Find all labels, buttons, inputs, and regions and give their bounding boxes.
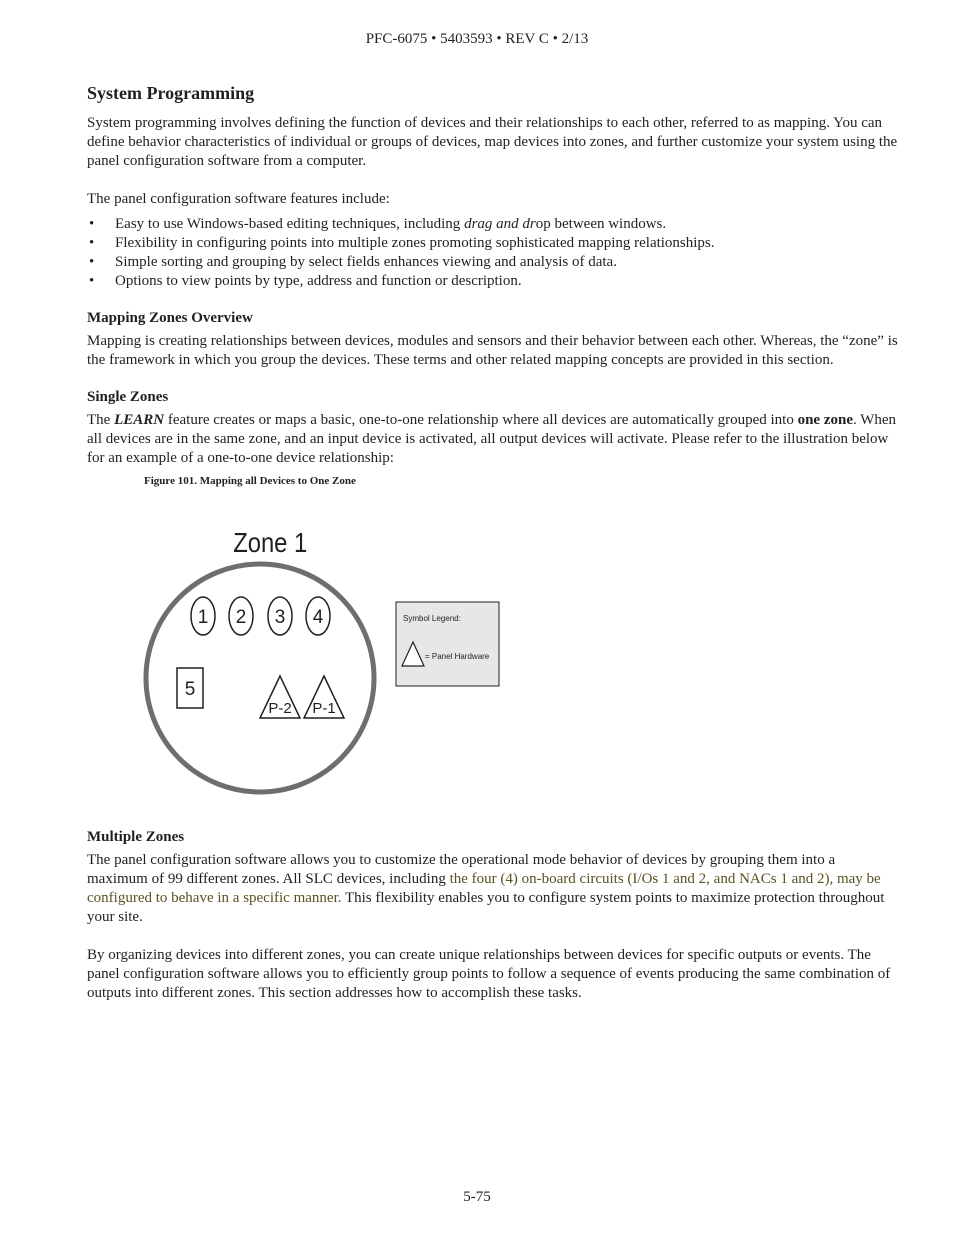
legend-title: Symbol Legend: — [403, 614, 461, 623]
list-item: • Flexibility in configuring points into multiple zones promoting sophisticated mapping relationships. — [87, 234, 899, 253]
list-item: • Easy to use Windows-based editing techniques, including drag and drop between windows. — [87, 215, 899, 234]
features-list — [87, 215, 899, 291]
legend-item-label: = Panel Hardware — [425, 652, 490, 661]
features-lead: The panel configuration software features include: — [87, 191, 390, 207]
svg-text:1: 1 — [197, 607, 209, 628]
svg-text:P-1: P-1 — [312, 700, 336, 717]
svg-text:2: 2 — [235, 607, 247, 628]
device-4 — [306, 597, 330, 635]
figure-caption: Figure 101. Mapping all Devices to One Zone — [144, 475, 356, 487]
multiple-zones-heading: Multiple Zones — [87, 829, 185, 845]
zone-label: Zone 1 — [233, 526, 308, 559]
page-content — [87, 82, 899, 1003]
single-zones-heading: Single Zones — [87, 389, 169, 405]
mapping-overview-paragraph: Mapping is creating relationships between devices, modules and sensors and their behavior between each other. Whereas, the “zone” is the framework in which you group the devices. These terms and other related mapping concepts are provided in this section. — [87, 333, 898, 368]
list-item: • Options to view points by type, address and function or description. — [87, 272, 899, 291]
page-header: PFC-6075 • 5403593 • REV C • 2/13 — [365, 31, 589, 47]
list-item: • Simple sorting and grouping by select fields enhances viewing and analysis of data. — [87, 253, 899, 272]
section-title: System Programming — [87, 83, 255, 103]
mapping-overview-heading: Mapping Zones Overview — [87, 310, 253, 326]
page-number: 5-75 — [463, 1189, 491, 1205]
panel-device-p1 — [304, 676, 344, 718]
svg-text:5: 5 — [184, 679, 196, 700]
intro-paragraph: System programming involves defining the function of devices and their relationships to each other, referred to as mapping. You can define behavior characteristics of individual or groups of devices, map devices into zones, and further customize your system using the panel configuration software from a computer. — [87, 115, 898, 169]
zone-diagram — [87, 488, 899, 828]
multiple-zones-paragraph-2: By organizing devices into different zones, you can create unique relationships between devices for specific outputs or events. The panel configuration software allows you to efficiently group points to follow a sequence of events producing the same combination of outputs into different zones. This section addresses how to accomplish these tasks. — [87, 947, 891, 1001]
single-zones-paragraph: The LEARN feature creates or maps a basic, one-to-one relationship where all devices are automatically grouped into one zone. When all devices are in the same zone, and an input device is activated, all output devices will activate. Please refer to the illustration below for an example of a one-to-one device relationship: — [87, 412, 897, 466]
svg-text:3: 3 — [274, 607, 286, 628]
multiple-zones-paragraph-1: The panel configuration software allows you to customize the operational mode behavior of devices by grouping them into a maximum of 99 different zones. All SLC devices, including the four (4) on-board circuits (I/Os 1 and 2, and NACs 1 and 2), may be configured to behave in a specific manner. This flexibility enables you to configure system points to maximize protection throughout your site. — [87, 852, 885, 925]
svg-text:4: 4 — [312, 607, 324, 628]
device-5-box — [177, 668, 203, 708]
device-2 — [229, 597, 253, 635]
device-1 — [191, 597, 215, 635]
symbol-legend — [396, 602, 499, 686]
device-3 — [268, 597, 292, 635]
svg-text:P-2: P-2 — [268, 700, 292, 717]
panel-device-p2 — [260, 676, 300, 718]
